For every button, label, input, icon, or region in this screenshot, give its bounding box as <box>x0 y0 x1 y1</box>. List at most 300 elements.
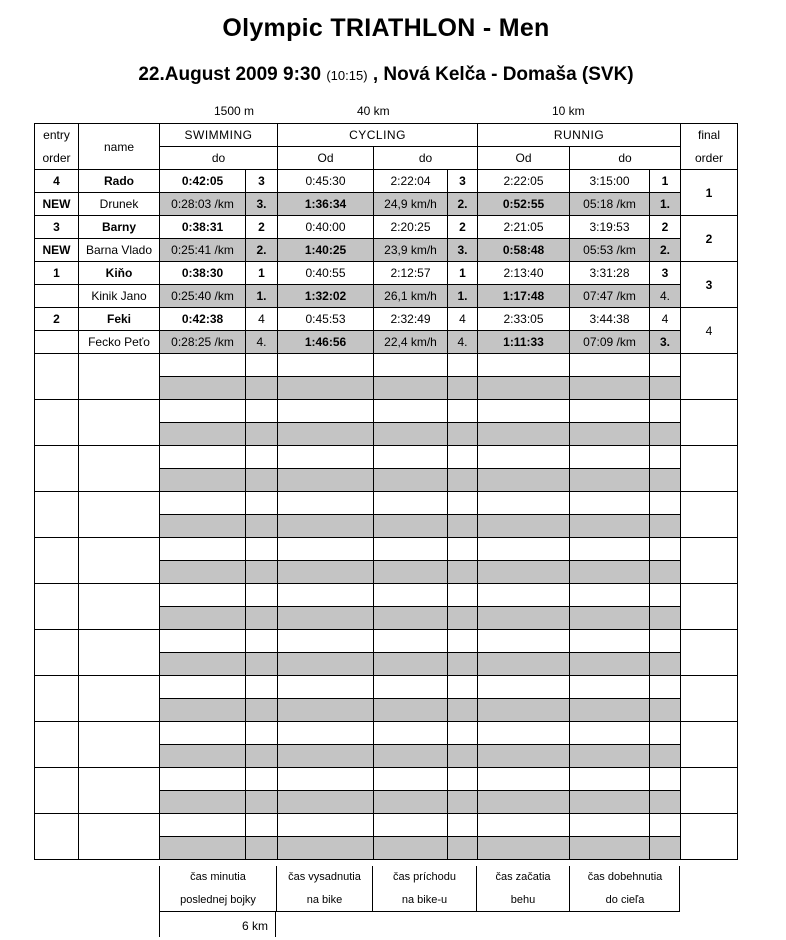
swim-rank: 1 <box>246 262 278 285</box>
athlete-row <box>35 216 738 239</box>
empty-shaded-cell <box>278 745 374 768</box>
empty-cell <box>650 538 681 561</box>
empty-cell <box>478 722 570 745</box>
empty-cell <box>246 768 278 791</box>
bottom-distance: 6 km <box>159 912 276 937</box>
empty-final-cell <box>681 630 738 676</box>
athlete-row-split <box>35 239 738 262</box>
empty-cell <box>160 492 246 515</box>
athlete-status: NEW <box>35 239 79 262</box>
entry-order: 1 <box>35 262 79 285</box>
empty-shaded-cell <box>374 745 448 768</box>
name-header: name <box>79 124 160 170</box>
athlete-row-split <box>35 331 738 354</box>
bike-rank: 1 <box>448 262 478 285</box>
empty-row <box>35 768 738 791</box>
empty-shaded-cell <box>160 837 246 860</box>
footer-label-line-2: poslednej bojky <box>180 894 256 906</box>
bike-speed-rank: 1. <box>448 285 478 308</box>
empty-cell <box>570 814 650 837</box>
empty-shaded-cell <box>160 561 246 584</box>
page-title: Olympic TRIATHLON - Men <box>222 14 550 42</box>
empty-cell <box>448 538 478 561</box>
athlete-nickname: Rado <box>79 170 160 193</box>
bike-start: 0:40:55 <box>278 262 374 285</box>
footer-label-line-2: na bike-u <box>401 894 448 906</box>
empty-final-cell <box>681 584 738 630</box>
empty-cell <box>650 630 681 653</box>
empty-final-cell <box>681 814 738 860</box>
run-finish: 3:19:53 <box>570 216 650 239</box>
empty-cell <box>246 630 278 653</box>
run-od-header: Od <box>478 147 570 170</box>
empty-cell <box>278 538 374 561</box>
athlete-status <box>35 285 79 308</box>
event-alt-time: (10:15) <box>326 68 368 83</box>
empty-shaded-cell <box>570 561 650 584</box>
entry-order: 2 <box>35 308 79 331</box>
empty-entry-cell <box>35 538 79 584</box>
empty-shaded-cell <box>246 469 278 492</box>
empty-cell <box>278 354 374 377</box>
empty-cell <box>278 768 374 791</box>
run-pace: 05:18 /km <box>570 193 650 216</box>
results-table <box>34 123 738 860</box>
empty-shaded-cell <box>374 469 448 492</box>
empty-final-cell <box>681 722 738 768</box>
swim-pace: 0:28:03 /km <box>160 193 246 216</box>
footer-label-line-1: čas začatia <box>495 871 551 883</box>
swim-pace: 0:25:40 /km <box>160 285 246 308</box>
bike-distance: 40 km <box>357 104 390 118</box>
run-pace-rank: 4. <box>650 285 681 308</box>
empty-shaded-cell <box>570 607 650 630</box>
empty-shaded-cell <box>448 653 478 676</box>
run-time: 1:11:33 <box>478 331 570 354</box>
empty-cell <box>570 492 650 515</box>
empty-shaded-cell <box>278 699 374 722</box>
empty-shaded-cell <box>246 837 278 860</box>
footer-label-line-2: na bike <box>306 894 343 906</box>
empty-shaded-cell <box>448 423 478 446</box>
empty-row <box>35 492 738 515</box>
run-rank: 2 <box>650 216 681 239</box>
empty-shaded-cell <box>570 377 650 400</box>
empty-cell <box>448 584 478 607</box>
empty-cell <box>478 446 570 469</box>
empty-cell <box>374 630 448 653</box>
empty-shaded-cell <box>650 377 681 400</box>
empty-name-cell <box>79 538 160 584</box>
empty-shaded-cell <box>478 837 570 860</box>
empty-shaded-cell <box>160 423 246 446</box>
empty-cell <box>246 354 278 377</box>
empty-cell <box>374 814 448 837</box>
footer-label <box>372 866 476 912</box>
empty-final-cell <box>681 354 738 400</box>
empty-cell <box>160 584 246 607</box>
empty-cell <box>478 768 570 791</box>
empty-cell <box>448 492 478 515</box>
empty-shaded-cell <box>374 653 448 676</box>
empty-name-cell <box>79 446 160 492</box>
empty-cell <box>278 630 374 653</box>
empty-shaded-cell <box>650 699 681 722</box>
footer-label-line-2: behu <box>510 894 536 906</box>
empty-cell <box>374 400 448 423</box>
empty-cell <box>448 400 478 423</box>
empty-shaded-cell <box>448 745 478 768</box>
empty-shaded-cell <box>448 469 478 492</box>
empty-row <box>35 400 738 423</box>
empty-shaded-cell <box>278 561 374 584</box>
run-start: 2:13:40 <box>478 262 570 285</box>
empty-shaded-cell <box>478 515 570 538</box>
swim-pace-rank: 1. <box>246 285 278 308</box>
swim-rank: 2 <box>246 216 278 239</box>
empty-shaded-cell <box>374 515 448 538</box>
footer-label-line-1: čas vysadnutia <box>288 871 361 883</box>
entry-order-header: entry <box>35 124 79 147</box>
swim-finish: 0:38:31 <box>160 216 246 239</box>
swim-pace-rank: 4. <box>246 331 278 354</box>
final-order-header-2: order <box>681 147 738 170</box>
empty-cell <box>278 722 374 745</box>
empty-cell <box>374 538 448 561</box>
empty-cell <box>246 584 278 607</box>
empty-final-cell <box>681 538 738 584</box>
empty-shaded-cell <box>448 791 478 814</box>
swimming-header: SWIMMING <box>160 124 278 147</box>
empty-cell <box>160 722 246 745</box>
empty-shaded-cell <box>278 791 374 814</box>
empty-shaded-cell <box>160 791 246 814</box>
empty-cell <box>448 446 478 469</box>
empty-cell <box>478 630 570 653</box>
athlete-nickname: Kiňo <box>79 262 160 285</box>
run-time: 0:58:48 <box>478 239 570 262</box>
empty-shaded-cell <box>246 607 278 630</box>
empty-row <box>35 630 738 653</box>
empty-cell <box>650 814 681 837</box>
empty-name-cell <box>79 768 160 814</box>
empty-cell <box>448 768 478 791</box>
empty-shaded-cell <box>278 837 374 860</box>
empty-shaded-cell <box>650 653 681 676</box>
empty-shaded-cell <box>246 423 278 446</box>
empty-cell <box>570 400 650 423</box>
athlete-status: NEW <box>35 193 79 216</box>
athlete-row <box>35 170 738 193</box>
empty-cell <box>650 768 681 791</box>
empty-shaded-cell <box>570 837 650 860</box>
empty-cell <box>374 446 448 469</box>
empty-cell <box>478 492 570 515</box>
footer-label-line-1: čas dobehnutia <box>587 871 663 883</box>
empty-shaded-cell <box>374 377 448 400</box>
empty-cell <box>570 584 650 607</box>
empty-shaded-cell <box>570 515 650 538</box>
empty-shaded-cell <box>374 699 448 722</box>
final-order: 1 <box>681 170 738 216</box>
empty-cell <box>160 630 246 653</box>
empty-shaded-cell <box>570 745 650 768</box>
empty-name-cell <box>79 722 160 768</box>
swim-finish: 0:38:30 <box>160 262 246 285</box>
empty-shaded-cell <box>374 791 448 814</box>
bike-time: 1:32:02 <box>278 285 374 308</box>
empty-shaded-cell <box>650 561 681 584</box>
bike-rank: 2 <box>448 216 478 239</box>
empty-shaded-cell <box>570 791 650 814</box>
empty-cell <box>478 354 570 377</box>
bike-finish: 2:12:57 <box>374 262 448 285</box>
empty-shaded-cell <box>478 791 570 814</box>
empty-cell <box>246 538 278 561</box>
run-do-header: do <box>570 147 681 170</box>
empty-shaded-cell <box>478 423 570 446</box>
swim-do-header: do <box>160 147 278 170</box>
empty-shaded-cell <box>650 745 681 768</box>
empty-shaded-cell <box>374 837 448 860</box>
empty-cell <box>570 630 650 653</box>
empty-row <box>35 676 738 699</box>
bike-finish: 2:32:49 <box>374 308 448 331</box>
bike-finish: 2:20:25 <box>374 216 448 239</box>
empty-final-cell <box>681 446 738 492</box>
empty-entry-cell <box>35 630 79 676</box>
empty-shaded-cell <box>570 699 650 722</box>
empty-shaded-cell <box>278 377 374 400</box>
empty-cell <box>650 446 681 469</box>
running-header: RUNNIG <box>478 124 681 147</box>
empty-cell <box>650 354 681 377</box>
empty-cell <box>478 814 570 837</box>
athlete-full-name: Fecko Peťo <box>79 331 160 354</box>
empty-cell <box>374 354 448 377</box>
bike-start: 0:40:00 <box>278 216 374 239</box>
empty-cell <box>278 492 374 515</box>
footer-label <box>569 866 680 912</box>
empty-cell <box>478 538 570 561</box>
empty-entry-cell <box>35 492 79 538</box>
empty-shaded-cell <box>448 515 478 538</box>
event-subtitle <box>0 64 772 86</box>
bike-speed: 24,9 km/h <box>374 193 448 216</box>
empty-shaded-cell <box>478 377 570 400</box>
empty-shaded-cell <box>278 607 374 630</box>
empty-cell <box>246 722 278 745</box>
empty-shaded-cell <box>160 515 246 538</box>
final-order: 4 <box>681 308 738 354</box>
bike-rank: 4 <box>448 308 478 331</box>
entry-order: 3 <box>35 216 79 239</box>
empty-cell <box>160 446 246 469</box>
empty-shaded-cell <box>160 653 246 676</box>
footer-label-line-1: čas príchodu <box>393 871 456 883</box>
empty-cell <box>374 492 448 515</box>
empty-cell <box>650 584 681 607</box>
event-location: , Nová Kelča - Domaša (SVK) <box>372 64 634 85</box>
empty-shaded-cell <box>160 377 246 400</box>
footer-label <box>476 866 569 912</box>
footer-label-line-1: čas minutia <box>190 871 246 883</box>
empty-cell <box>246 400 278 423</box>
run-pace-rank: 3. <box>650 331 681 354</box>
bike-speed: 22,4 km/h <box>374 331 448 354</box>
empty-shaded-cell <box>246 377 278 400</box>
swim-distance: 1500 m <box>214 104 255 118</box>
run-pace: 05:53 /km <box>570 239 650 262</box>
bike-time: 1:40:25 <box>278 239 374 262</box>
run-pace-rank: 2. <box>650 239 681 262</box>
bike-speed-rank: 4. <box>448 331 478 354</box>
run-start: 2:22:05 <box>478 170 570 193</box>
empty-cell <box>246 446 278 469</box>
empty-shaded-cell <box>478 469 570 492</box>
swim-pace: 0:28:25 /km <box>160 331 246 354</box>
empty-shaded-cell <box>160 607 246 630</box>
empty-cell <box>246 676 278 699</box>
empty-shaded-cell <box>448 699 478 722</box>
swim-rank: 4 <box>246 308 278 331</box>
empty-cell <box>570 538 650 561</box>
swim-finish: 0:42:38 <box>160 308 246 331</box>
empty-cell <box>374 676 448 699</box>
event-date: 22.August 2009 9:30 <box>138 64 322 85</box>
final-order: 3 <box>681 262 738 308</box>
empty-entry-cell <box>35 814 79 860</box>
empty-cell <box>478 676 570 699</box>
empty-shaded-cell <box>650 837 681 860</box>
bike-start: 0:45:53 <box>278 308 374 331</box>
empty-entry-cell <box>35 400 79 446</box>
empty-shaded-cell <box>650 515 681 538</box>
footer-label <box>159 866 276 912</box>
athlete-nickname: Feki <box>79 308 160 331</box>
empty-entry-cell <box>35 768 79 814</box>
empty-cell <box>246 814 278 837</box>
empty-shaded-cell <box>246 515 278 538</box>
athlete-full-name: Kinik Jano <box>79 285 160 308</box>
empty-cell <box>278 400 374 423</box>
empty-name-cell <box>79 584 160 630</box>
run-pace-rank: 1. <box>650 193 681 216</box>
swim-pace-rank: 2. <box>246 239 278 262</box>
empty-cell <box>160 538 246 561</box>
empty-shaded-cell <box>374 607 448 630</box>
empty-name-cell <box>79 676 160 722</box>
empty-shaded-cell <box>374 561 448 584</box>
empty-shaded-cell <box>650 607 681 630</box>
empty-shaded-cell <box>160 469 246 492</box>
empty-shaded-cell <box>478 745 570 768</box>
empty-shaded-cell <box>278 653 374 676</box>
run-time: 0:52:55 <box>478 193 570 216</box>
empty-entry-cell <box>35 446 79 492</box>
empty-cell <box>160 400 246 423</box>
empty-cell <box>374 768 448 791</box>
empty-cell <box>448 814 478 837</box>
bike-time: 1:36:34 <box>278 193 374 216</box>
empty-cell <box>570 354 650 377</box>
empty-cell <box>650 400 681 423</box>
athlete-full-name: Barna Vlado <box>79 239 160 262</box>
empty-shaded-cell <box>246 653 278 676</box>
empty-shaded-cell <box>650 423 681 446</box>
empty-name-cell <box>79 630 160 676</box>
empty-cell <box>570 768 650 791</box>
run-pace: 07:47 /km <box>570 285 650 308</box>
empty-shaded-cell <box>478 607 570 630</box>
run-finish: 3:15:00 <box>570 170 650 193</box>
empty-shaded-cell <box>448 607 478 630</box>
final-order-header: final <box>681 124 738 147</box>
empty-name-cell <box>79 814 160 860</box>
bike-od-header: Od <box>278 147 374 170</box>
empty-row <box>35 446 738 469</box>
run-finish: 3:44:38 <box>570 308 650 331</box>
footer-label-line-2: do cieľa <box>605 894 645 906</box>
footer-label <box>276 866 372 912</box>
empty-shaded-cell <box>246 699 278 722</box>
empty-row <box>35 354 738 377</box>
empty-shaded-cell <box>448 837 478 860</box>
empty-name-cell <box>79 354 160 400</box>
entry-order: 4 <box>35 170 79 193</box>
empty-final-cell <box>681 400 738 446</box>
empty-cell <box>448 722 478 745</box>
empty-shaded-cell <box>570 469 650 492</box>
empty-cell <box>278 584 374 607</box>
run-pace: 07:09 /km <box>570 331 650 354</box>
empty-shaded-cell <box>478 561 570 584</box>
empty-cell <box>570 446 650 469</box>
entry-order-header-2: order <box>35 147 79 170</box>
bike-speed: 23,9 km/h <box>374 239 448 262</box>
empty-cell <box>478 400 570 423</box>
empty-cell <box>570 722 650 745</box>
run-rank: 3 <box>650 262 681 285</box>
bike-time: 1:46:56 <box>278 331 374 354</box>
empty-row <box>35 722 738 745</box>
empty-cell <box>374 584 448 607</box>
empty-cell <box>650 722 681 745</box>
run-time: 1:17:48 <box>478 285 570 308</box>
empty-row <box>35 538 738 561</box>
empty-shaded-cell <box>448 561 478 584</box>
empty-shaded-cell <box>278 515 374 538</box>
empty-shaded-cell <box>246 561 278 584</box>
empty-final-cell <box>681 676 738 722</box>
empty-shaded-cell <box>650 469 681 492</box>
swim-pace-rank: 3. <box>246 193 278 216</box>
empty-cell <box>160 768 246 791</box>
empty-shaded-cell <box>478 699 570 722</box>
cycling-header: CYCLING <box>278 124 478 147</box>
empty-cell <box>160 814 246 837</box>
empty-entry-cell <box>35 722 79 768</box>
bike-rank: 3 <box>448 170 478 193</box>
empty-cell <box>448 354 478 377</box>
empty-cell <box>570 676 650 699</box>
empty-cell <box>374 722 448 745</box>
empty-cell <box>278 446 374 469</box>
empty-shaded-cell <box>246 791 278 814</box>
empty-shaded-cell <box>374 423 448 446</box>
run-rank: 4 <box>650 308 681 331</box>
athlete-nickname: Barny <box>79 216 160 239</box>
